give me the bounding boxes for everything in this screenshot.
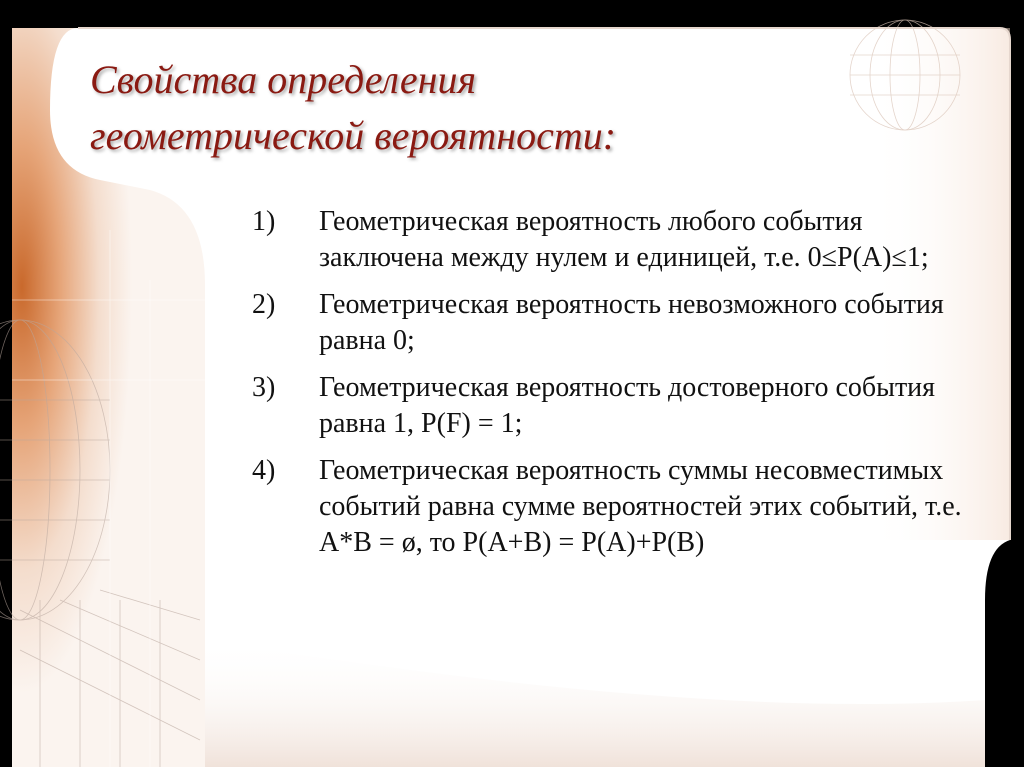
list-item-number: 1) <box>252 206 276 237</box>
list-item-text: Геометрическая вероятность суммы несовместимых событий равна сумме вероятностей этих событий, т.е. A*B = ø, то P(A+B) = P(A)+P(B) <box>319 455 962 558</box>
list-item <box>252 453 982 561</box>
list-item <box>252 204 982 276</box>
title-line-2: геометрической вероятности: <box>90 113 617 158</box>
list-item-number: 2) <box>252 289 276 320</box>
title-line-1: Свойства определения <box>90 57 477 102</box>
list-item-number: 4) <box>252 455 276 486</box>
slide-title <box>90 52 710 164</box>
list-item-text: Геометрическая вероятность любого события заключена между нулем и единицей, т.е. 0≤P(A)≤1; <box>319 206 929 273</box>
properties-list <box>252 204 982 572</box>
list-item <box>252 287 982 359</box>
list-item-text: Геометрическая вероятность невозможного события равна 0; <box>319 289 944 356</box>
list-item-number: 3) <box>252 372 276 403</box>
list-item-text: Геометрическая вероятность достоверного события равна 1, P(F) = 1; <box>319 372 936 439</box>
list-item <box>252 370 982 442</box>
